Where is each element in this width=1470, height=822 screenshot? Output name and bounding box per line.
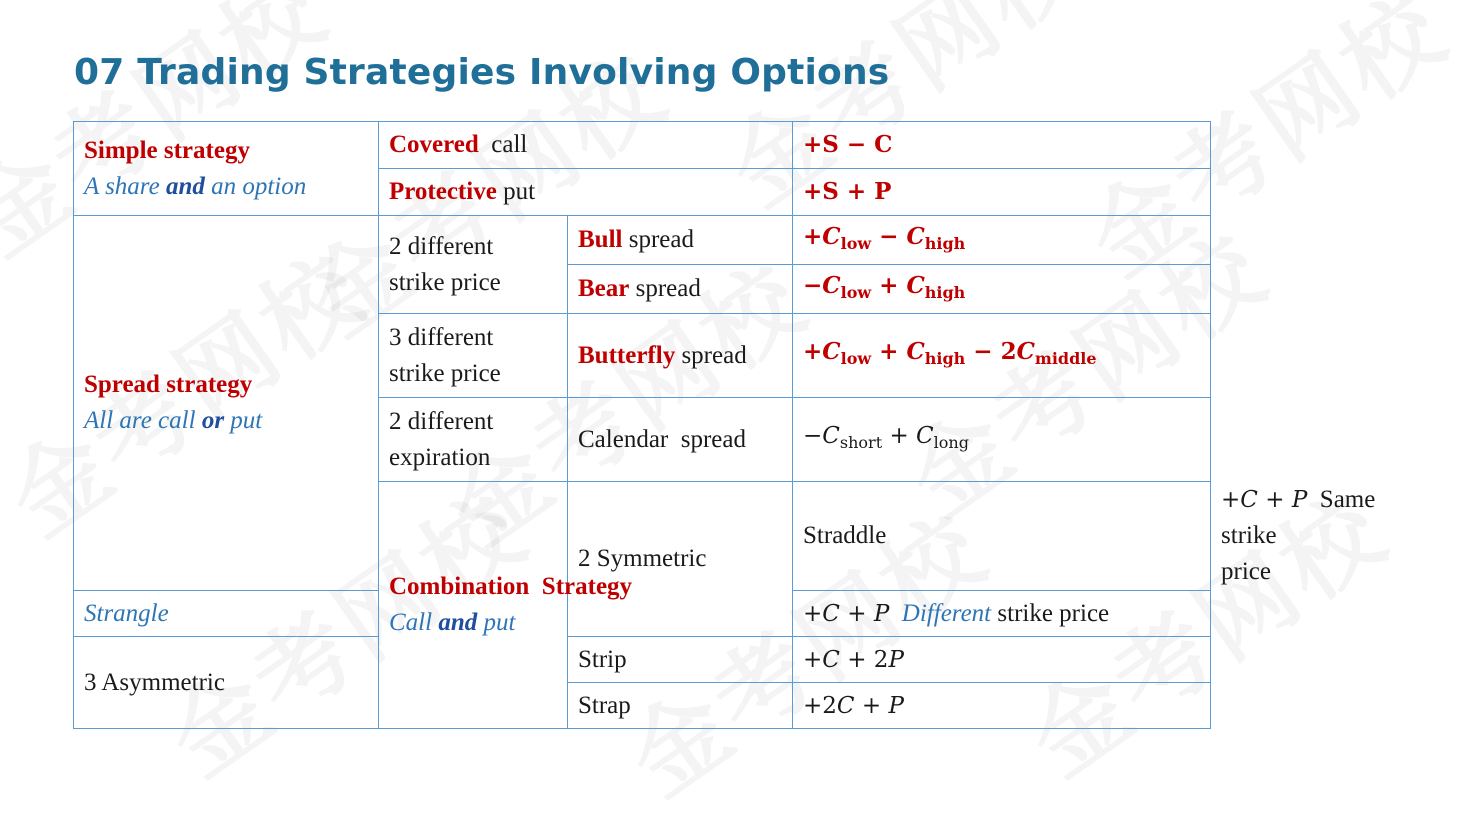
line-text: 3 different bbox=[389, 323, 494, 351]
formula: $+C_{low} + C_{high} - 2C_{middle}$ bbox=[803, 338, 1097, 368]
page-title: 07 Trading Strategies Involving Options bbox=[74, 52, 890, 93]
subscript: low bbox=[840, 349, 872, 368]
two-expiry-cell bbox=[379, 398, 568, 482]
subscript: middle bbox=[1034, 349, 1097, 368]
subtitle-text: Call bbox=[389, 609, 439, 636]
strangle-note-emphasis: Different bbox=[901, 599, 992, 627]
butterfly-label: Butterfly bbox=[578, 341, 676, 369]
simple-strategy-label: Simple strategy bbox=[84, 136, 250, 164]
formula: $-C_{short} + C_{long}$ bbox=[803, 423, 969, 452]
butterfly-spread-formula bbox=[793, 314, 1211, 398]
subtitle-text: put bbox=[477, 609, 516, 636]
call-label: call bbox=[491, 131, 528, 158]
strip-formula bbox=[793, 637, 1211, 683]
spread-strategy-label: Spread strategy bbox=[84, 371, 253, 398]
bear-spread-cell bbox=[568, 265, 793, 314]
subtitle-emphasis: and bbox=[165, 172, 205, 200]
subscript: long bbox=[933, 433, 969, 452]
subscript: high bbox=[924, 282, 966, 302]
strip-label: Strip bbox=[578, 645, 627, 673]
line-text: 2 different bbox=[389, 407, 494, 435]
spread-label: spread bbox=[629, 275, 701, 302]
two-strike-cell bbox=[379, 216, 568, 314]
strategy-table bbox=[73, 121, 1376, 729]
symmetric-cell bbox=[568, 482, 793, 637]
formula: +S − C bbox=[803, 131, 893, 158]
subtitle-emphasis: and bbox=[438, 609, 478, 636]
calendar-label: Calendar spread bbox=[578, 425, 746, 453]
formula: +C + P bbox=[803, 600, 890, 627]
spread-strategy-subtitle bbox=[84, 403, 368, 439]
formula: +S + P bbox=[803, 178, 892, 205]
butterfly-spread-cell bbox=[568, 314, 793, 398]
formula: +C + P bbox=[1221, 487, 1308, 513]
line-text: 2 different bbox=[389, 232, 494, 260]
straddle-cell bbox=[793, 482, 1211, 591]
strap-cell bbox=[568, 683, 793, 729]
covered-call-formula bbox=[793, 122, 1211, 169]
spread-strategy-cell bbox=[74, 216, 379, 591]
protective-put-formula bbox=[793, 169, 1211, 216]
subscript: high bbox=[924, 349, 966, 368]
line-text: strike price bbox=[389, 268, 501, 296]
calendar-spread-cell bbox=[568, 398, 793, 482]
straddle-note: Same strike price bbox=[1221, 486, 1376, 585]
table-row bbox=[74, 216, 1211, 265]
subscript: high bbox=[924, 233, 966, 253]
spread-label: spread bbox=[622, 226, 694, 253]
formula: +C + 2P bbox=[803, 646, 904, 673]
strap-formula bbox=[793, 683, 1211, 729]
asymmetric-cell bbox=[74, 637, 379, 729]
straddle-label: Straddle bbox=[803, 522, 887, 549]
subscript: low bbox=[840, 282, 872, 302]
put-label: put bbox=[496, 178, 536, 205]
table-row bbox=[74, 637, 1211, 683]
spread-label: spread bbox=[675, 341, 747, 369]
strangle-note: strike price bbox=[991, 599, 1110, 627]
calendar-spread-formula bbox=[793, 398, 1211, 482]
formula: $-C_{low} + C_{high}$ bbox=[803, 271, 966, 302]
covered-label: Covered bbox=[389, 131, 479, 158]
symmetric-label: 2 Symmetric bbox=[578, 545, 707, 572]
protective-put-cell bbox=[379, 169, 793, 216]
combination-strategy-label: Combination Strategy bbox=[389, 573, 633, 600]
subscript: low bbox=[840, 233, 872, 253]
bear-label: Bear bbox=[578, 275, 630, 302]
strangle-label: Strangle bbox=[84, 599, 169, 627]
subtitle-emphasis: or bbox=[201, 407, 225, 434]
strap-label: Strap bbox=[578, 691, 631, 719]
asymmetric-label: 3 Asymmetric bbox=[84, 668, 225, 696]
subscript: short bbox=[839, 433, 883, 452]
covered-call-cell bbox=[379, 122, 793, 169]
bull-spread-formula bbox=[793, 216, 1211, 265]
strangle-cell bbox=[74, 591, 379, 637]
line-text: expiration bbox=[389, 443, 491, 471]
subtitle-text: put bbox=[224, 407, 263, 434]
table-row bbox=[74, 122, 1211, 169]
strangle-formula bbox=[793, 591, 1211, 637]
subtitle-text: All are call bbox=[84, 407, 202, 434]
bull-spread-cell bbox=[568, 216, 793, 265]
strip-cell bbox=[568, 637, 793, 683]
combination-strategy-subtitle bbox=[389, 605, 557, 641]
bear-spread-formula bbox=[793, 265, 1211, 314]
subtitle-text: A share bbox=[84, 172, 166, 200]
formula: +2C + P bbox=[803, 692, 904, 719]
formula: $+C_{low} - C_{high}$ bbox=[803, 222, 966, 253]
subtitle-text: an option bbox=[204, 172, 307, 200]
bull-label: Bull bbox=[578, 226, 623, 253]
simple-strategy-cell bbox=[74, 122, 379, 216]
protective-label: Protective bbox=[389, 178, 497, 205]
line-text: strike price bbox=[389, 359, 501, 387]
simple-strategy-subtitle bbox=[84, 169, 368, 205]
three-strike-cell bbox=[379, 314, 568, 398]
